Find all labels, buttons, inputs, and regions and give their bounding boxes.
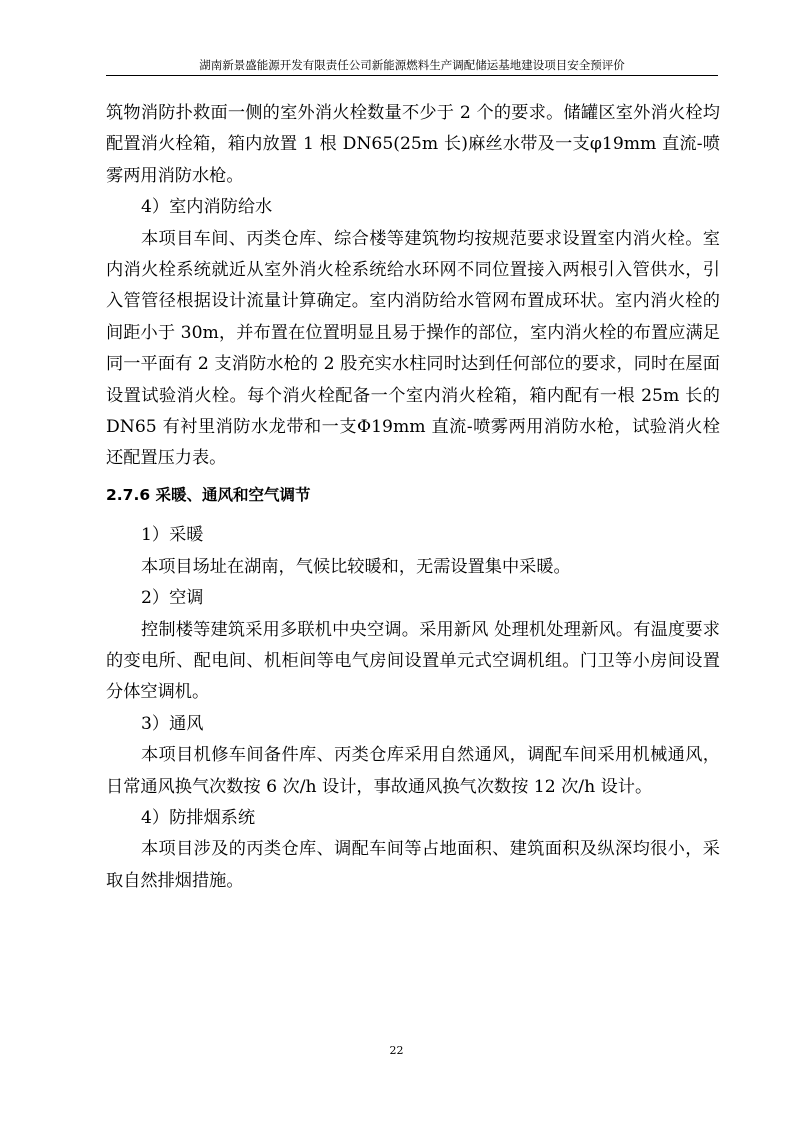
document-body: [106, 98, 720, 897]
paragraph-ventilation: 本项目机修车间备件库、丙类仓库采用自然通风，调配车间采用机械通风，日常通风换气次数按 6 次/h 设计，事故通风换气次数按 12 次/h 设计。: [106, 745, 720, 797]
page-header: 湖南新景盛能源开发有限责任公司新能源燃料生产调配储运基地建设项目安全预评价: [199, 58, 625, 72]
paragraph-heating: 本项目场址在湖南，气候比较暖和，无需设置集中采暖。: [141, 556, 571, 577]
item-smoke-control-title: 4）防排烟系统: [141, 807, 256, 828]
section-heading: 2.7.6 采暖、通风和空气调节: [106, 485, 311, 504]
page-number: 22: [389, 1044, 404, 1057]
paragraph-outdoor-hydrant: 筑物消防扑救面一侧的室外消火栓数量不少于 2 个的要求。储罐区室外消火栓均配置消火栓箱，箱内放置 1 根 DN65(25m 长)麻丝水带及一支φ19mm 直流-喷雾两用消防水枪。: [106, 103, 720, 186]
paragraph-aircon: 控制楼等建筑采用多联机中央空调。采用新风 处理机处理新风。有温度要求的变电所、配电间、机柜间等电气房间设置单元式空调机组。门卫等小房间设置分体空调机。: [106, 619, 720, 703]
item-indoor-water-title: 4）室内消防给水: [141, 197, 273, 218]
item-heating-title: 1）采暖: [141, 525, 204, 546]
paragraph-smoke-control: 本项目涉及的丙类仓库、调配车间等占地面积、建筑面积及纵深均很小，采取自然排烟措施。: [106, 839, 720, 891]
paragraph-indoor-hydrant: 本项目车间、丙类仓库、综合楼等建筑物均按规范要求设置室内消火栓。室内消火栓系统就近从室外消火栓系统给水环网不同位置接入两根引入管供水，引入管管径根据设计流量计算确定。室内消防给水管网布置成环状。室内消火栓的间距小于 30m，并布置在位置明显且易于操作的部位，室内消火栓的布置应满足同一平面有 2 支消防水枪的 2 股充实水柱同时达到任何部位的要求，同时在屋面设置试验消火栓。每个消火栓配备一个室内消火栓箱，箱内配有一根 25m 长的 DN65 有衬里消防水龙带和一支Φ19mm 直流-喷雾两用消防水枪，试验消火栓还配置压力表。: [106, 228, 720, 469]
item-ventilation-title: 3）通风: [141, 713, 204, 734]
header-rule: [106, 75, 718, 76]
item-aircon-title: 2）空调: [141, 588, 204, 609]
